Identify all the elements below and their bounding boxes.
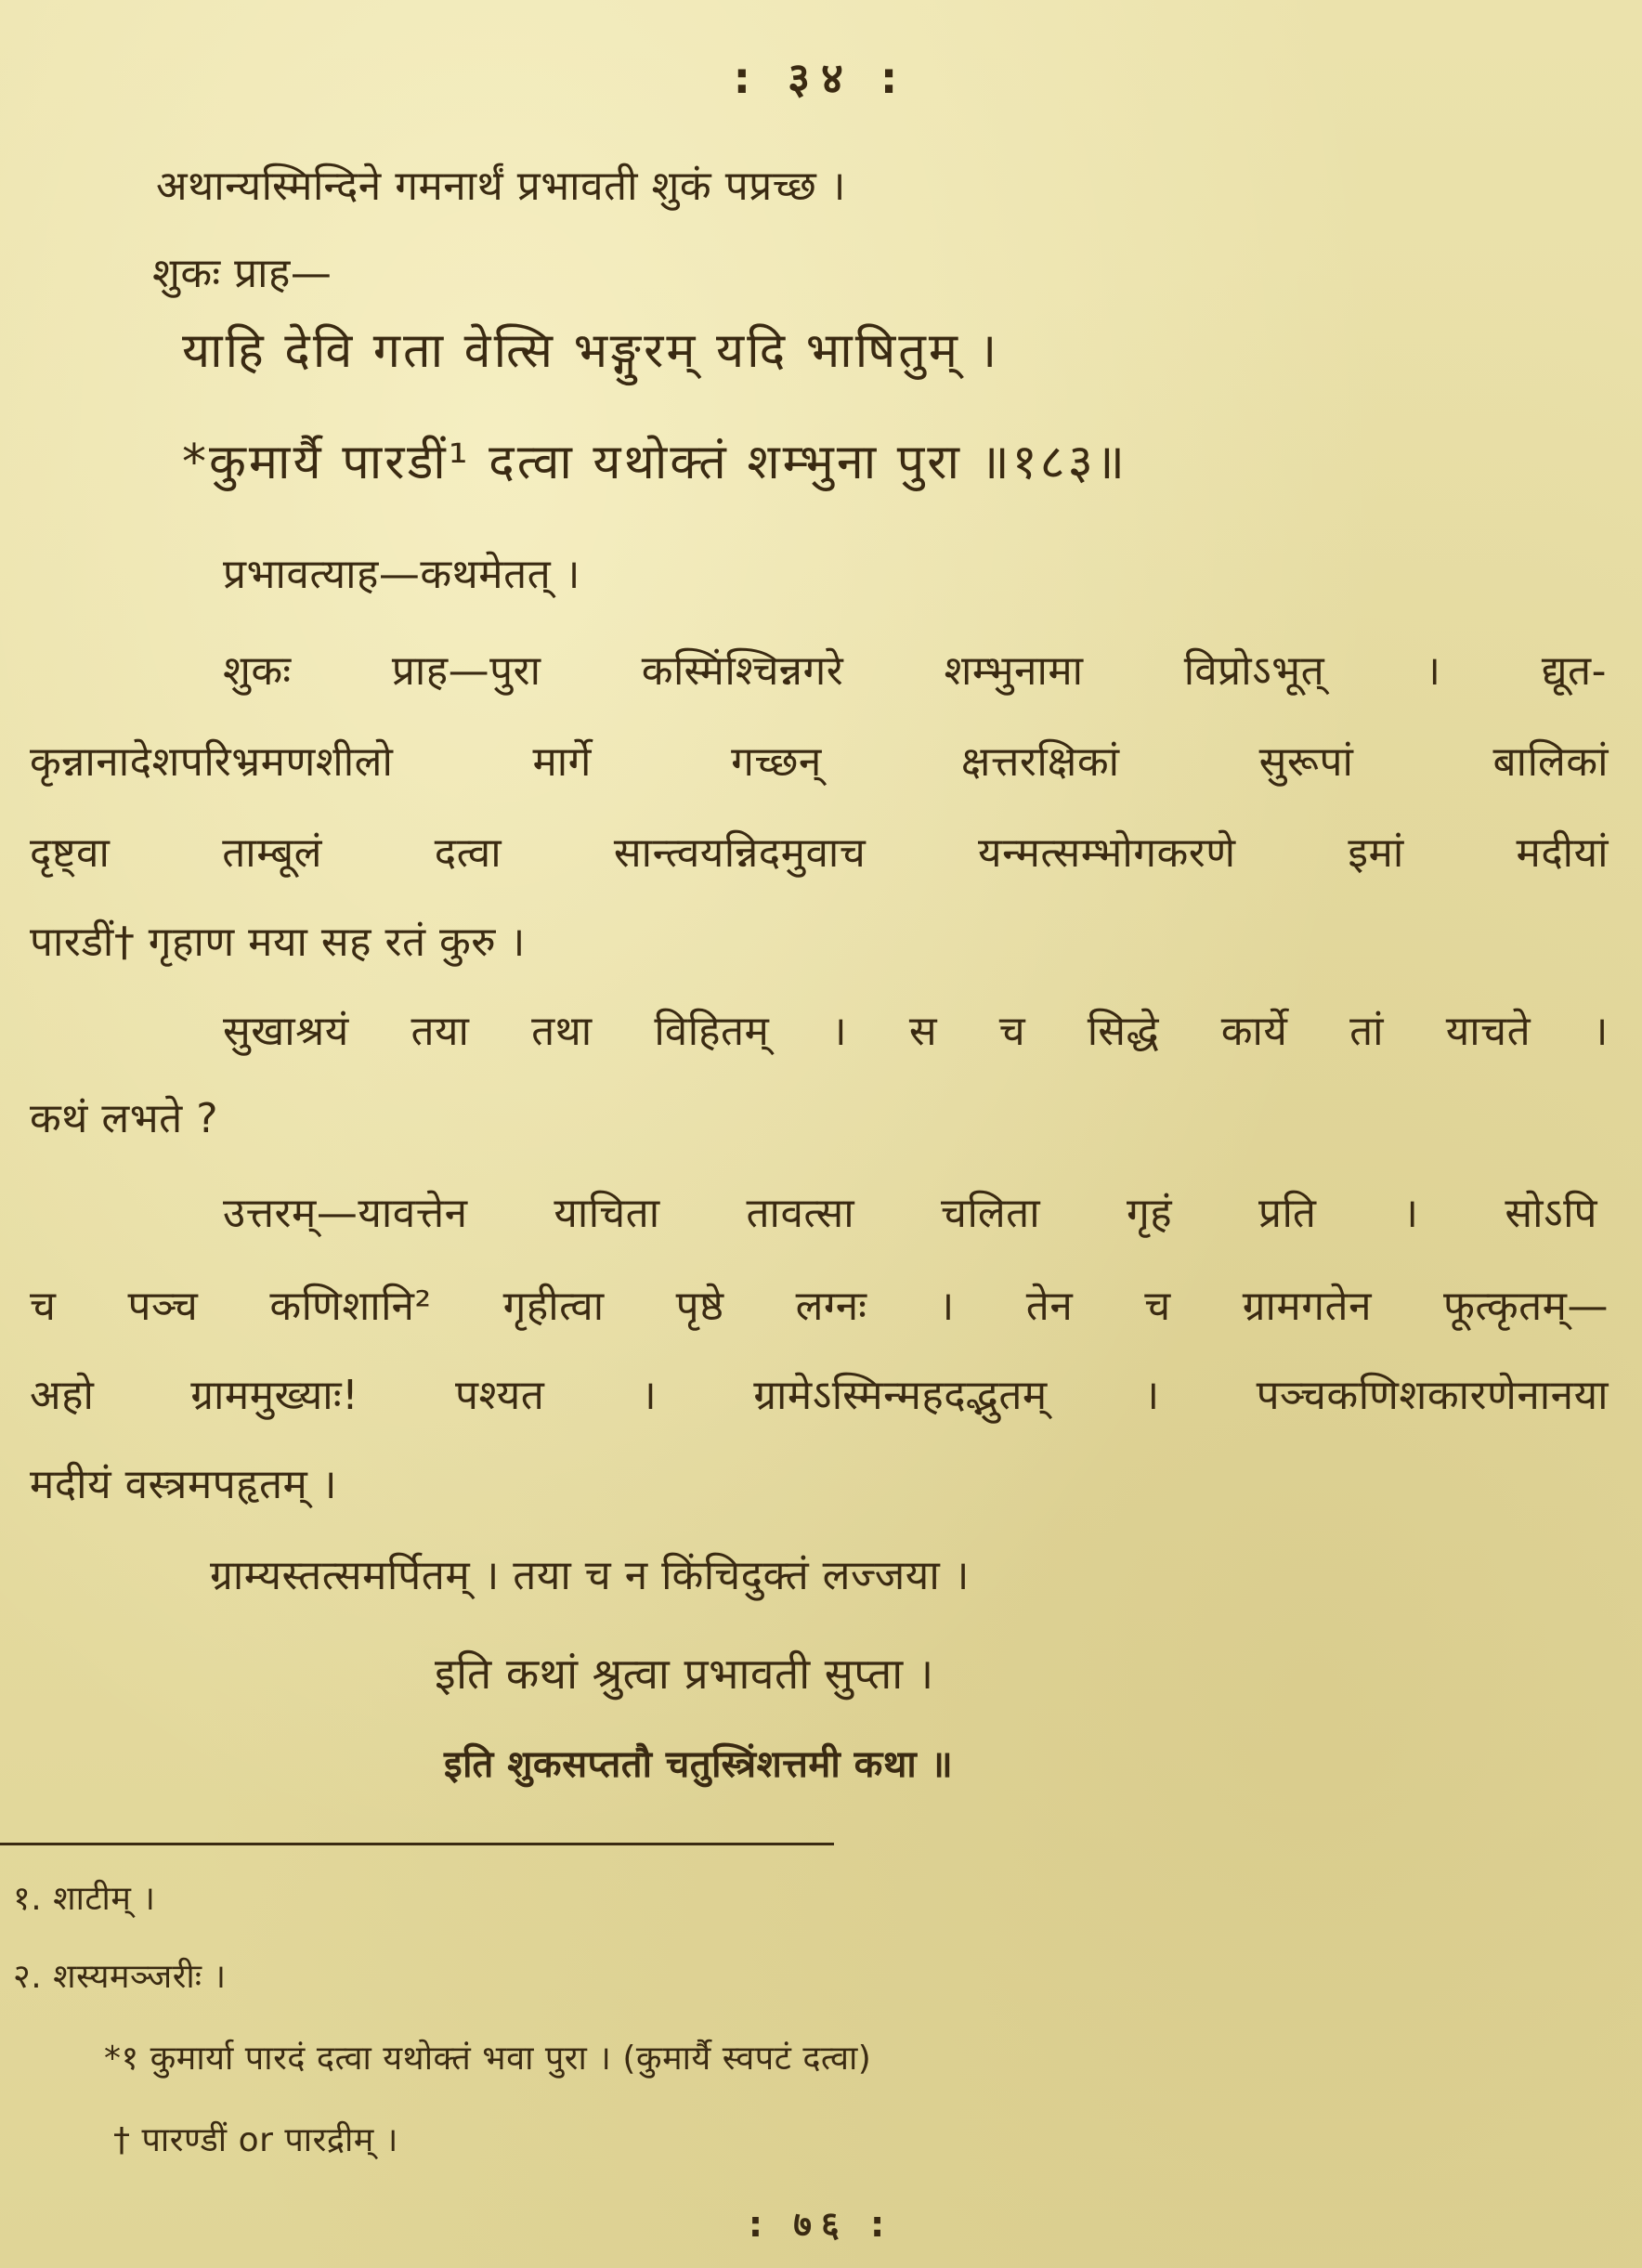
text-line: पारडीं† गृहाण मया सह रतं कुरु । (30, 919, 526, 966)
text-line: ग्राम्यस्तत्समर्पितम् । तया च न किंचिदुक्तं लज्जया । (210, 1552, 970, 1599)
colophon-line: इति शुकसप्ततौ चतुस्त्रिंशत्तमी कथा ॥ (444, 1743, 954, 1786)
footnote: १. शाटीम् । (13, 1880, 156, 1918)
text-line: कथं लभते ? (30, 1095, 219, 1142)
text-line: कृन्नानादेशपरिभ्रमणशीलो मार्गे गच्छन् क्षत्तरक्षिकां सुरूपां बालिकां (30, 738, 1609, 786)
footnote: २. शस्यमञ्जरीः । (13, 1958, 227, 1996)
text-line: अहो ग्राममुख्याः! पश्यत । ग्रामेऽस्मिन्महदद्भुतम् । पञ्चकणिशकारणेनानया (30, 1372, 1609, 1419)
page-number-bottom: : ७६ : (748, 2204, 894, 2245)
closing-line: इति कथां श्रुत्वा प्रभावती सुप्ता । (435, 1649, 934, 1699)
footnote-divider (0, 1843, 834, 1845)
footnote: *१ कुमार्या पारदं दत्वा यथोक्तं भवा पुरा । (कुमार्यै स्वपटं दत्वा) (104, 2040, 872, 2078)
text-line: उत्तरम्—यावत्तेन याचिता तावत्सा चलिता गृहं प्रति । सोऽपि (223, 1190, 1597, 1237)
text-line: सुखाश्रयं तया तथा विहितम् । स च सिद्धे कार्ये तां याचते । (223, 1008, 1609, 1055)
text-line: दृष्ट्वा ताम्बूलं दत्वा सान्त्वयन्निदमुवाच यन्मत्सम्भोगकरणे इमां मदीयां (30, 829, 1609, 877)
verse-line: *कुमार्यै पारडीं¹ दत्वा यथोक्तं शम्भुना पुरा ॥१८३॥ (182, 435, 1127, 490)
text-line: प्रभावत्याह—कथमेतत् । (223, 551, 580, 598)
text-line: मदीयं वस्त्रमपहृतम् । (30, 1461, 338, 1508)
text-line: शुकः प्राह—पुरा कस्मिंश्चिन्नगरे शम्भुनामा विप्रोऽभूत् । द्यूत- (223, 647, 1607, 695)
page-number-top: : ३४ : (733, 53, 909, 103)
verse-line: याहि देवि गता वेत्सि भङ्गुरम् यदि भाषितुम् । (182, 323, 1000, 379)
text-line: अथान्यस्मिन्दिने गमनार्थं प्रभावती शुकं पप्रच्छ । (156, 163, 846, 210)
text-line: च पञ्च कणिशानि² गृहीत्वा पृष्ठे लग्नः । तेन च ग्रामगतेन फूत्कृतम्— (30, 1283, 1609, 1330)
text-line: शुकः प्राह— (152, 250, 332, 297)
footnote: † पारण्डीं or पारद्रीम् । (113, 2121, 398, 2159)
